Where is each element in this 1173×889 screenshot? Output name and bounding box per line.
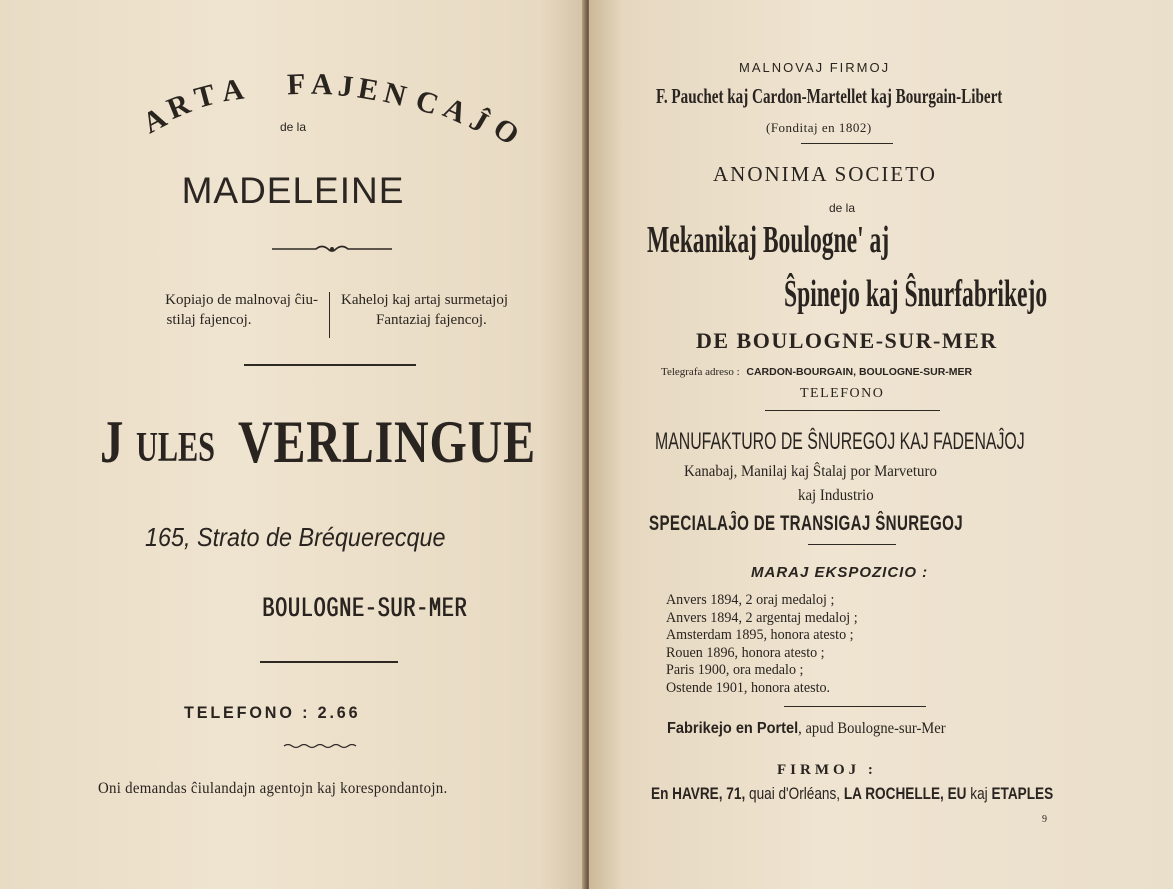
arc-letter: A [219, 72, 246, 109]
exposition-item: Ostende 1901, honora atesto. [666, 679, 831, 696]
exposition-item: Anvers 1894, 2 argentaj medaloj ; [666, 609, 858, 626]
divider-rule [244, 364, 416, 366]
de-la-label: de la [829, 201, 856, 215]
branch-rochelle: LA ROCHELLE, EU [843, 784, 971, 803]
arc-letter: T [190, 77, 219, 116]
old-firms-heading: MALNOVAJ FIRMOJ [739, 60, 891, 75]
manufactory-title: MANUFAKTURO DE ŜNUREGOJ KAJ FADENAĴOJ [655, 428, 1025, 455]
telegraph-line [661, 366, 972, 378]
city-name: BOULOGNE-SUR-MER [262, 594, 468, 625]
name-first-rest: ULES [136, 425, 215, 471]
expositions-heading: MARAJ EKSPOZICIO : [751, 564, 929, 581]
materials-line-2: kaj Industrio [798, 487, 874, 504]
de-la-label: de la [279, 120, 307, 134]
arc-letter: R [162, 87, 195, 126]
arc-letter: C [411, 83, 443, 122]
divider-rule [260, 661, 398, 663]
right-page [589, 0, 1173, 889]
branch-havre: En HAVRE, 71, [651, 784, 749, 803]
telegraph-label: Telegrafa adreso : [661, 366, 740, 378]
left-column-line: Kopiajo de malnovaj ĉiu- [165, 292, 318, 308]
company-name [100, 402, 560, 482]
branch-quai: quai d'Orléans, [749, 784, 844, 803]
arc-letter: A [310, 67, 334, 102]
company-location: DE BOULOGNE-SUR-MER [696, 328, 998, 353]
branches-line [651, 784, 1053, 804]
arc-letter: E [355, 71, 381, 108]
name-initial: J [100, 409, 124, 475]
divider-rule [801, 143, 893, 144]
left-column-text [100, 290, 318, 330]
divider-rule [784, 706, 926, 707]
footer-note: Oni demandas ĉiulandajn agentojn kaj korespondantojn. [98, 780, 448, 797]
exposition-item: Anvers 1894, 2 oraj medaloj ; [666, 592, 835, 608]
street-address: 165, Strato de Bréquerecque [145, 522, 446, 552]
divider-rule [808, 544, 896, 545]
firms-names: F. Pauchet kaj Cardon-Martellet kaj Bourgain-Libert [656, 84, 1003, 108]
right-column-line: Kaheloj kaj artaj surmetajoj [341, 292, 509, 308]
arc-letter: Ĵ [464, 103, 494, 140]
specialty-line: SPECIALAĴO DE TRANSIGAJ ŜNUREGOJ [649, 512, 963, 535]
exposition-item: Amsterdam 1895, honora atesto ; [666, 627, 854, 644]
left-page [0, 0, 586, 889]
telephone-number: TELEFONO : 2.66 [184, 703, 361, 722]
factory-line [667, 720, 946, 738]
arc-letter: A [137, 100, 172, 141]
founded-note: (Fonditaj en 1802) [766, 120, 872, 135]
factory-name: Fabrikejo en Portel [667, 720, 799, 737]
name-last: VERLINGUE [238, 409, 536, 475]
expositions-list [666, 592, 858, 698]
company-line-1: Mekanikaj Boulogne' aj [647, 219, 890, 261]
branch-etaples: ETAPLES [991, 784, 1054, 803]
exposition-item: Rouen 1896, honora atesto ; [666, 644, 825, 661]
company-line-2: Ŝpinejo kaj Ŝnurfabrikejo [784, 273, 1048, 315]
arc-letter: F [286, 67, 306, 102]
ornament-divider [270, 242, 394, 256]
arc-letter: O [486, 111, 526, 152]
materials-line-1: Kanabaj, Manilaj kaj Ŝtalaj por Marveturo [684, 463, 937, 480]
madeleine-title: MADELEINE [181, 170, 405, 211]
divider-rule [765, 410, 940, 411]
left-column-line: stilaj fajencoj. [166, 312, 252, 328]
branch-kaj: kaj [970, 784, 992, 803]
arc-letter: J [336, 69, 355, 104]
factory-location: , apud Boulogne-sur-Mer [798, 720, 946, 737]
right-telephone: TELEFONO [800, 386, 885, 401]
exposition-item: Paris 1900, ora medalo ; [666, 662, 804, 679]
arc-letter: N [380, 75, 410, 114]
branches-heading: FIRMOJ : [777, 762, 877, 778]
right-column-line: Fantaziaj fajencoj. [376, 312, 487, 328]
page-number: 9 [1042, 814, 1047, 825]
wave-ornament [282, 742, 358, 750]
right-column-text [341, 290, 556, 330]
column-separator [329, 292, 330, 338]
telegraph-address: CARDON-BOURGAIN, BOULOGNE-SUR-MER [746, 366, 973, 378]
arc-letter: A [438, 91, 472, 131]
company-type: ANONIMA SOCIETO [713, 162, 937, 186]
